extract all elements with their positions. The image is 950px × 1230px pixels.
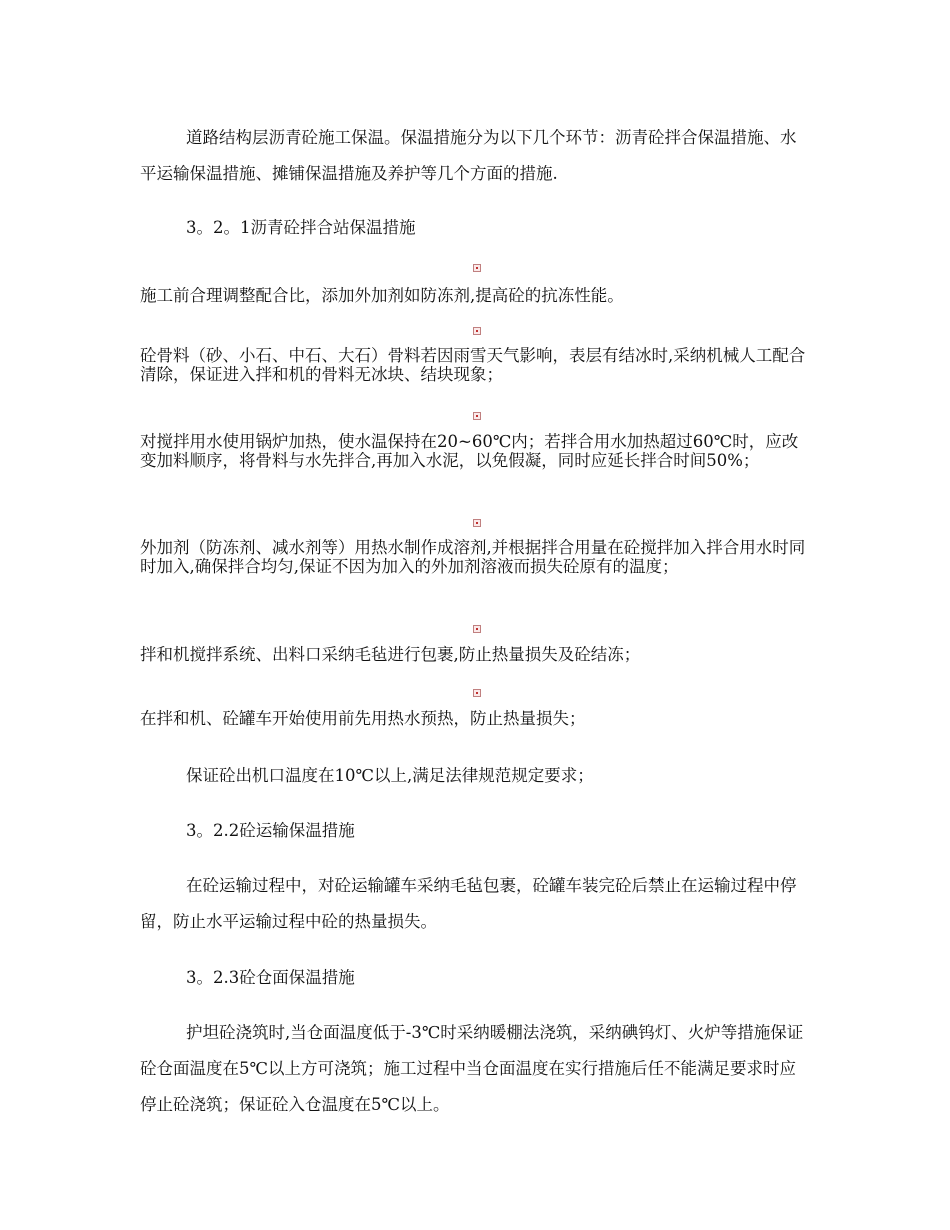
intro-paragraph: 道路结构层沥青砼施工保温。保温措施分为以下几个环节：沥青砼拌合保温措施、水平运输保温措施、摊铺保温措施及养护等几个方面的措施.: [140, 128, 797, 183]
item-2: 砼骨料（砂、小石、中石、大石）骨料若因雨雪天气影响，表层有结冰时,采纳机械人工配合清除，保证进入拌和机的骨料无冰块、结块现象；: [140, 346, 806, 384]
transport-paragraph: 在砼运输过程中，对砼运输罐车采纳毛毡包裹，砼罐车装完砼后禁止在运输过程中停留，防止水平运输过程中砼的热量损失。: [140, 876, 797, 931]
broken-image-icon: [473, 264, 481, 272]
item-1: 施工前合理调整配合比，添加外加剂如防冻剂,提高砼的抗冻性能。: [140, 286, 624, 305]
broken-image-icon: [473, 519, 481, 527]
item-3: 对搅拌用水使用锅炉加热，使水温保持在20~60℃内；若拌合用水加热超过60℃时，应改变加料顺序，将骨料与水先拌合,再加入水泥，以免假凝，同时应延长拌合时间50%；: [140, 432, 799, 470]
item-5: 拌和机搅拌系统、出料口采纳毛毡进行包裹,防止热量损失及砼结冻；: [140, 645, 641, 664]
section-heading-3-2-1: 3。2。1沥青砼拌合站保温措施: [186, 218, 416, 237]
item-7: 保证砼出机口温度在10℃以上,满足法律规范规定要求；: [186, 766, 594, 785]
broken-image-icon: [473, 412, 481, 420]
item-4: 外加剂（防冻剂、减水剂等）用热水制作成溶剂,并根据拌合用量在砼搅拌加入拌合用水时同时加入,确保拌合均匀,保证不因为加入的外加剂溶液而损失砼原有的温度；: [140, 538, 806, 576]
broken-image-icon: [473, 625, 481, 633]
surface-paragraph: 护坦砼浇筑时,当仓面温度低于-3℃时采纳暖棚法浇筑，采纳碘钨灯、火炉等措施保证砼仓面温度在5℃以上方可浇筑；施工过程中当仓面温度在实行措施后任不能满足要求时应停止砼浇筑；保证砼入仓温度在5℃以上。: [140, 1023, 804, 1114]
section-heading-3-2-2: 3。2.2砼运输保温措施: [186, 821, 355, 840]
item-6: 在拌和机、砼罐车开始使用前先用热水预热，防止热量损失；: [140, 709, 586, 728]
broken-image-icon: [473, 327, 481, 335]
section-heading-3-2-3: 3。2.3砼仓面保温措施: [186, 968, 355, 987]
broken-image-icon: [473, 689, 481, 697]
